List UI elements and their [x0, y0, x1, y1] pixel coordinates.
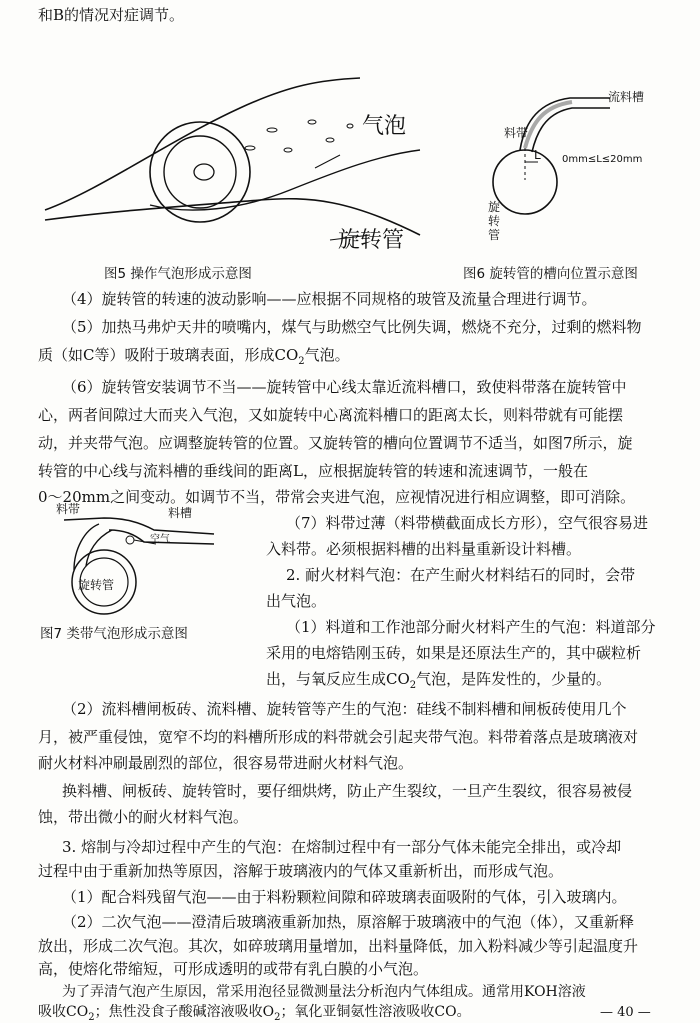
section-2-line1: 2. 耐火材料气泡：在产生耐火材料结石的同时，会带: [286, 566, 636, 584]
section-2-2-line3: 耐火材料冲刷最剧烈的部位，很容易带进耐火材料气泡。: [38, 754, 414, 772]
section-2-1-line3: 出，与氧反应生成$CO_2$气泡，是阵发性的，少量的。: [266, 670, 612, 691]
top-line: 和B的情况对症调节。: [38, 6, 185, 24]
replace-para-line2: 蚀，带出微小的耐火材料气泡。: [38, 808, 249, 826]
fig7-label-bubble: 空气: [150, 534, 170, 545]
para-6-line5: 0～20mm之间变动。如调节不当，带常会夹进气泡，应视情况进行相应调整，即可消除。: [38, 488, 636, 506]
para-7-line2: 入料带。必须根据料槽的出料量重新设计料槽。: [266, 540, 582, 558]
fig6-caption: 图6 旋转管的槽向位置示意图: [463, 266, 638, 282]
section-2-2-line1: （2）流料槽闸板砖、流料槽、旋转管等产生的气泡：硅线不制料槽和闸板砖使用几个: [62, 700, 627, 718]
page-number: — 40 —: [600, 1005, 651, 1020]
fig7-label-strip: 料带: [56, 502, 81, 516]
fig7-caption: 图7 类带气泡形成示意图: [40, 626, 188, 642]
fig6-label-range: 0mm≤L≤20mm: [562, 154, 643, 165]
para-7-line1: （7）料带过薄（料带横截面成长方形），空气很容易进: [286, 514, 649, 532]
section-2-1-line1: （1）料道和工作池部分耐火材料产生的气泡：料道部分: [286, 618, 656, 636]
last-para-line2: 吸收$CO_2$；焦性没食子酸碱溶液吸收$O_2$；氧化亚铜氨性溶液吸收CO。: [38, 1004, 471, 1023]
para-5-line1: （5）加热马弗炉天井的喷嘴内，煤气与助燃空气比例失调，燃烧不充分，过剩的燃料物: [62, 318, 642, 336]
fig5-label-tube: 旋转管: [338, 228, 405, 253]
replace-para-line1: 换料槽、闸板砖、旋转管时，要仔细烘烤，防止产生裂纹，一旦产生裂纹，很容易被侵: [62, 782, 633, 800]
section-3-line2: 过程中由于重新加热等原因，溶解于玻璃液内的气体又重新析出，而形成气泡。: [38, 862, 564, 880]
para-6-line4: 转管的中心线与流料槽的垂线间的距离L，应根据旋转管的转速和流速调节，一般在: [38, 462, 588, 480]
last-para-line1: 为了弄清气泡产生原因，常采用泡径显微测量法分析泡内气体组成。通常用KOH溶液: [62, 984, 586, 1000]
fig5-label-bubble: 气泡: [362, 114, 407, 139]
fig7-label-tube: 旋转管: [78, 578, 115, 592]
section-3-line1: 3. 熔制与冷却过程中产生的气泡：在熔制过程中有一部分气体未能完全排出，或冷却: [62, 838, 622, 856]
fig5-caption: 图5 操作气泡形成示意图: [104, 266, 252, 282]
section-3-2-line3: 高，使熔化带缩短，可形成透明的或带有乳白膜的小气泡。: [38, 960, 429, 978]
para-6-line3: 动，并夹带气泡。应调整旋转管的位置。又旋转管的槽向位置调节不适当，如图7所示，旋: [38, 434, 633, 452]
fig6-label-tube: 旋转管: [488, 200, 501, 242]
fig6-label-L: L: [534, 148, 541, 162]
section-3-2-line2: 放出，形成二次气泡。其次，如碎玻璃用量增加，出料量降低，加入粉料减少等引起温度升: [38, 937, 639, 955]
section-2-1-line2: 采用的电熔锆刚玉砖，如果是还原法生产的，其中碳粒析: [266, 644, 642, 662]
fig7-label-trough: 料槽: [168, 506, 193, 520]
section-3-2-line1: （2）二次气泡——澄清后玻璃液重新加热，原溶解于玻璃液中的气泡（体），又重新释: [62, 913, 635, 931]
fig6-label-trough: 流料槽: [608, 90, 645, 104]
para-4: （4）旋转管的转速的波动影响——应根据不同规格的玻管及流量合理进行调节。: [62, 290, 597, 308]
section-2-line2: 出气泡。: [266, 592, 327, 610]
fig6-label-strip: 料带: [504, 126, 529, 140]
para-6-line2: 心，两者间隙过大而夹入气泡，又如旋转中心离流料槽口的距离太长，则料带就有可能摆: [38, 406, 624, 424]
section-3-1: （1）配合料残留气泡——由于料粉颗粒间隙和碎玻璃表面吸附的气体，引入玻璃内。: [62, 888, 627, 906]
para-6-line1: （6）旋转管安装调节不当——旋转管中心线太靠近流料槽口，致使料带落在旋转管中: [62, 378, 627, 396]
para-5-line2: 质（如C等）吸附于玻璃表面，形成$CO_2$气泡。: [38, 346, 350, 367]
section-2-2-line2: 月，被严重侵蚀，宽窄不均的料槽所形成的料带就会引起夹带气泡。料带着落点是玻璃液对: [38, 728, 639, 746]
